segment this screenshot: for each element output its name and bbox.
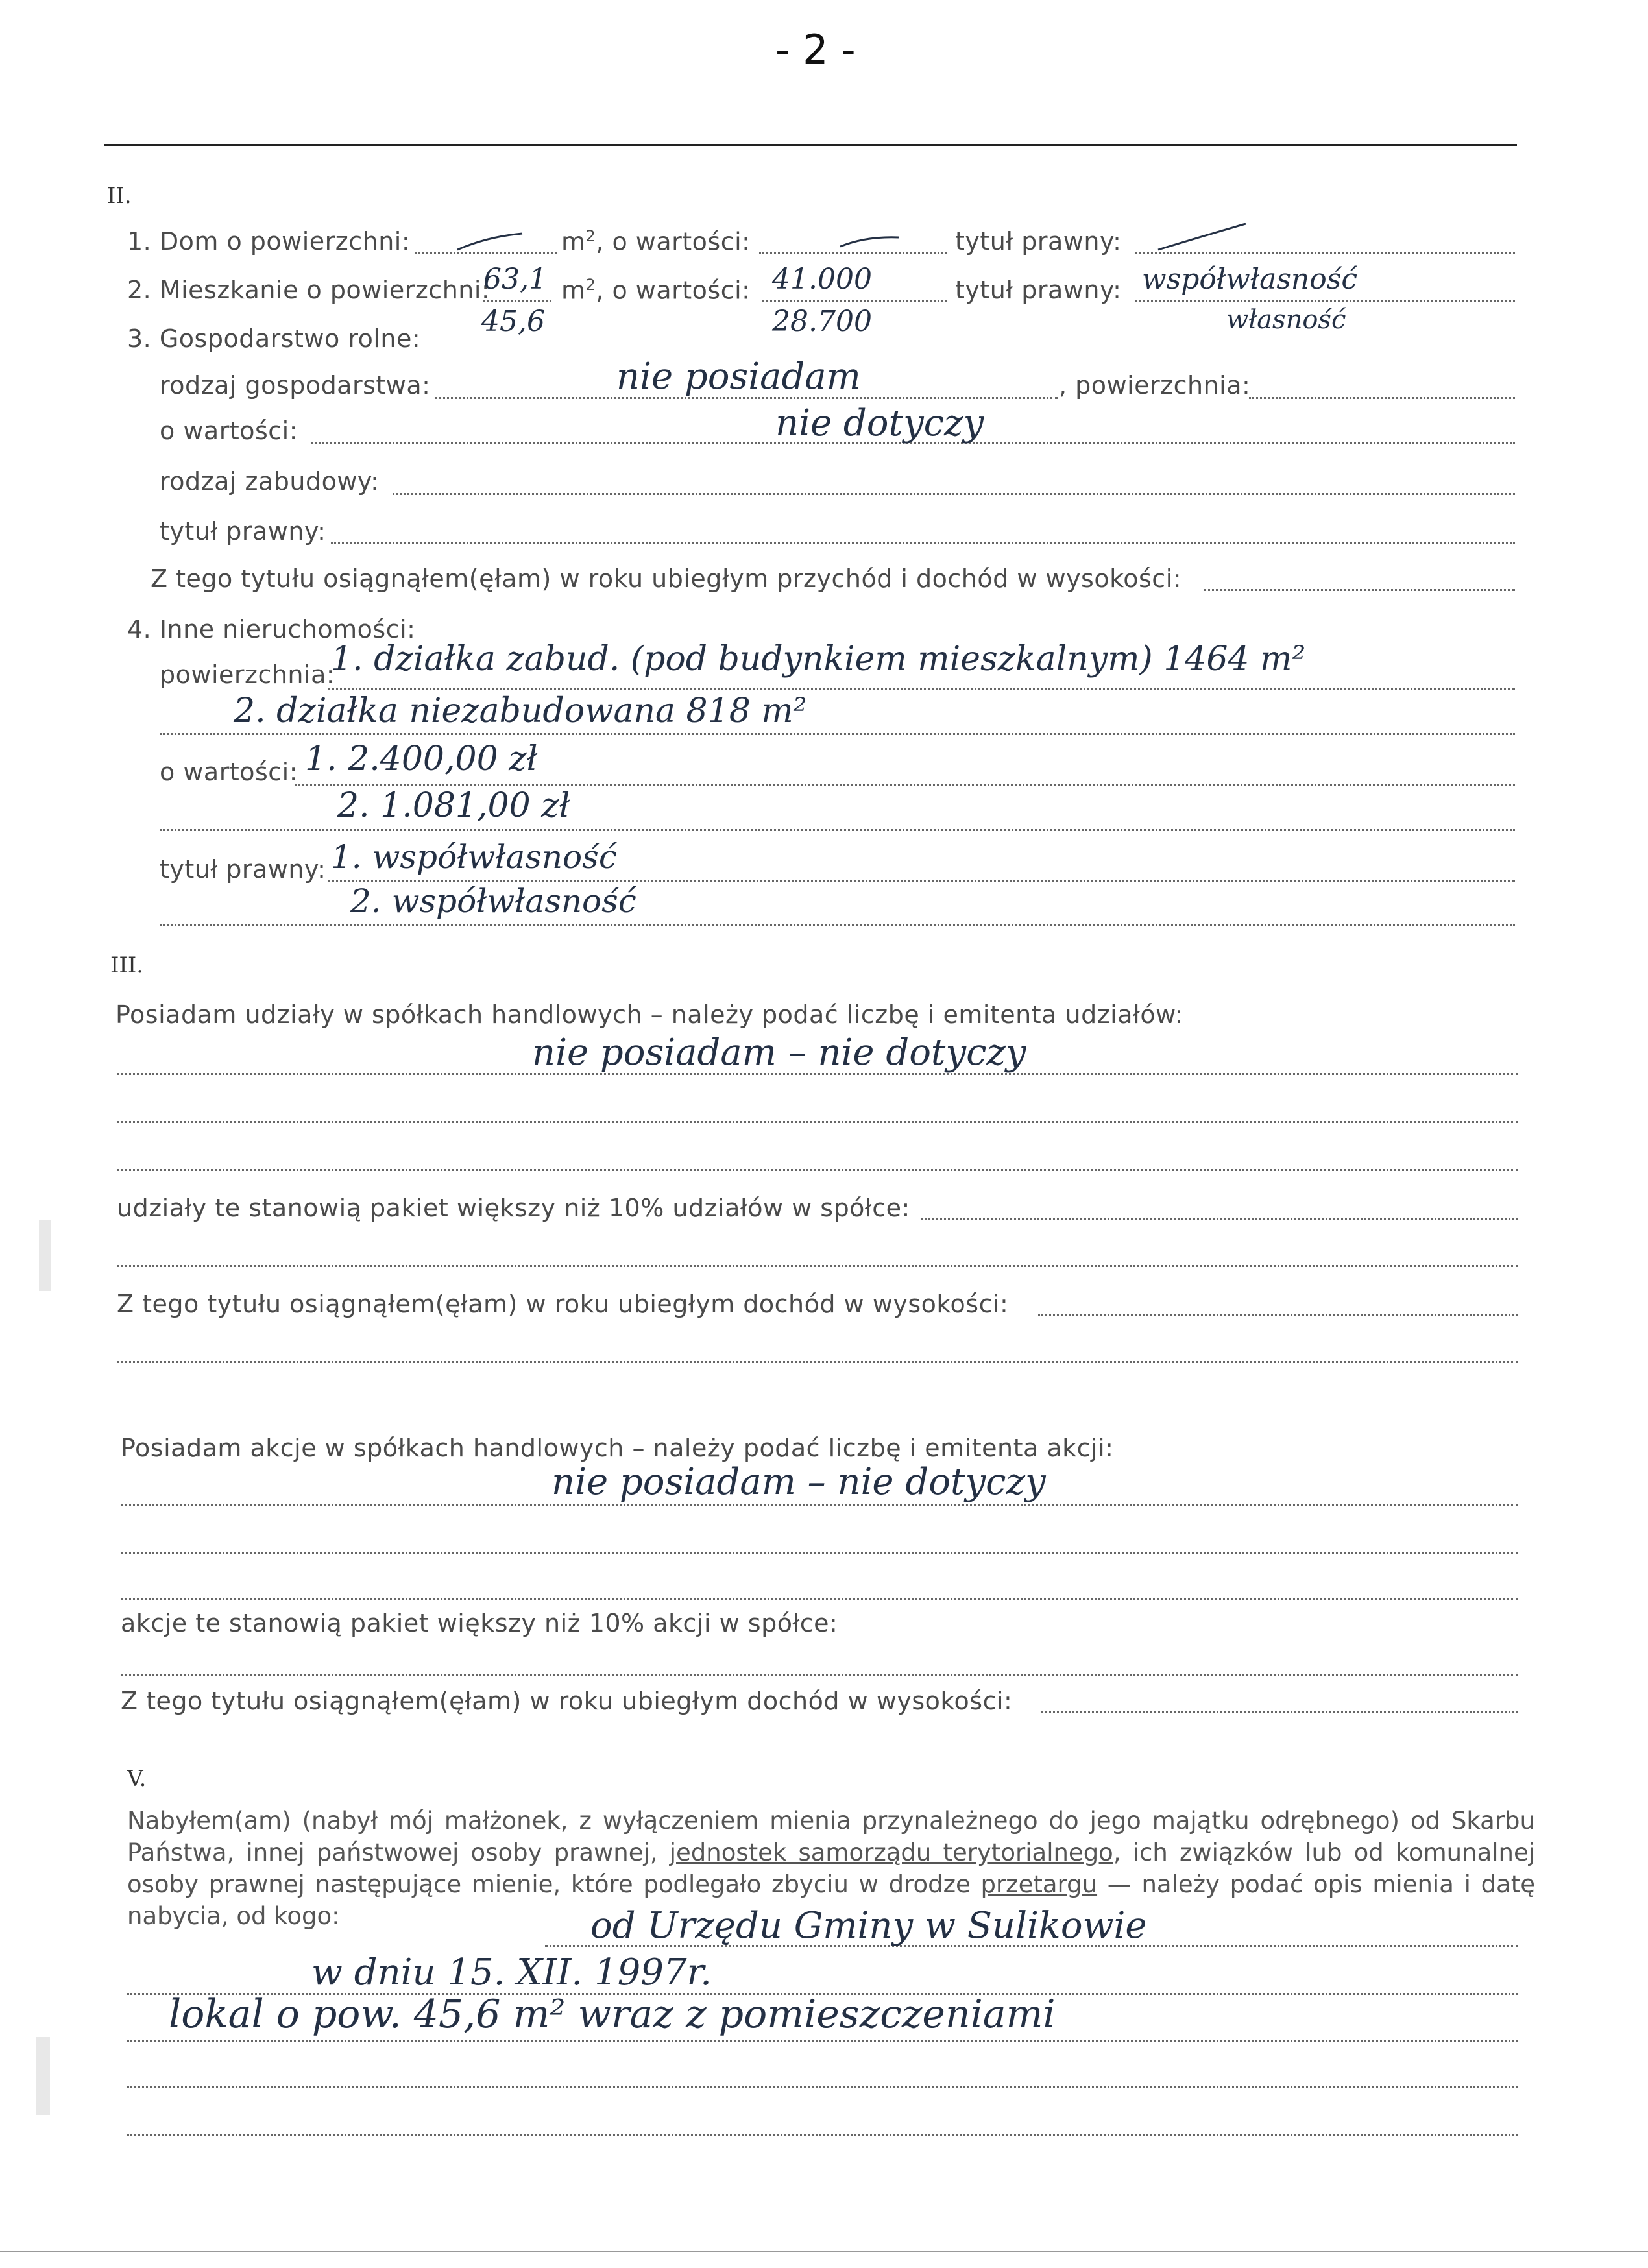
page-number: - 2 - [775, 26, 856, 73]
bottom-edge [0, 2251, 1648, 2252]
stocks-field-3[interactable] [121, 1598, 1518, 1600]
shares-label: Posiadam udziały w spółkach handlowych – należy podać liczbę i emitenta udziałów: [115, 1000, 1183, 1029]
acquisition-field-4[interactable] [127, 2086, 1518, 2088]
flat-area-label: 2. Mieszkanie o powierzchni: [127, 276, 491, 304]
farm-income-field[interactable] [1204, 589, 1515, 591]
farm-type-label: rodzaj gospodarstwa: [160, 371, 431, 400]
flat-title-field[interactable] [1135, 300, 1515, 302]
other-area-field-2[interactable] [160, 733, 1515, 735]
farm-income-label: Z tego tytułu osiągnąłem(ęłam) w roku ubiegłym przychód i dochód w wysokości: [151, 564, 1182, 593]
farm-title-label: tytuł prawny: [160, 517, 326, 546]
header-rule [104, 144, 1517, 146]
flat-area-value-2: 45,6 [481, 305, 545, 338]
house-area-label: 1. Dom o powierzchni: [127, 227, 411, 256]
house-value-field[interactable] [759, 252, 947, 254]
farm-building-label: rodzaj zabudowy: [160, 467, 380, 496]
stocks-value: nie posiadam – nie dotyczy [551, 1461, 1046, 1503]
house-title-label: tytuł prawny: [955, 227, 1122, 256]
dash-mark-icon [1155, 221, 1252, 253]
farm-type-value: nie posiadam [616, 356, 861, 398]
flat-value-label: , o wartości: [596, 276, 751, 305]
other-area-field[interactable] [328, 688, 1515, 690]
house-value-label: , o wartości: [596, 227, 751, 256]
farm-area-field[interactable] [1249, 397, 1515, 399]
flat-title: współwłasność [1142, 263, 1357, 296]
dash-mark-icon [837, 232, 902, 252]
acquisition-line1: od Urzędu Gminy w Sulikowie [590, 1905, 1147, 1947]
flat-m2-unit: m [561, 276, 586, 305]
section-v-text-1: Nabyłem(am) (nabył mój małżonek, z wyłączeniem mienia przynależnego do jego majątku odrębnego) od Skarbu Państwa, innej państwowej osoby prawnej, [127, 1807, 1535, 1866]
section-ii-heading: II. [107, 183, 132, 209]
other-title-line2: 2. współwłasność [350, 882, 636, 920]
shares-income-label: Z tego tytułu osiągnąłem(ęłam) w roku ubiegłym dochód w wysokości: [117, 1290, 1009, 1318]
stocks-packet-field[interactable] [121, 1674, 1518, 1676]
other-value-line2: 2. 1.081,00 zł [337, 786, 570, 825]
other-area-label: powierzchnia: [160, 660, 335, 689]
stocks-income-field[interactable] [1041, 1711, 1518, 1713]
flat-title-2: własność [1226, 305, 1346, 335]
other-title-field-2[interactable] [160, 924, 1515, 926]
shares-value: nie posiadam – nie dotyczy [532, 1031, 1026, 1074]
flat-m2-sup: 2 [585, 276, 596, 294]
stocks-packet-label: akcje te stanowią pakiet większy niż 10% akcji w spółce: [121, 1609, 838, 1637]
shares-income-field-2[interactable] [117, 1361, 1518, 1363]
shares-field-3[interactable] [117, 1169, 1518, 1171]
other-title-label: tytuł prawny: [160, 855, 326, 884]
acquisition-field-5[interactable] [127, 2134, 1518, 2136]
section-iii-heading: III. [110, 952, 144, 978]
section-v-text-2: , ich związków lub od komunalnej osoby prawnej następujące mienie, które podlegało zbyciu w drodze [127, 1839, 1536, 1898]
other-value-line1: 1. 2.400,00 zł [305, 740, 538, 778]
house-m2-sup: 2 [585, 227, 596, 245]
flat-area-field[interactable] [483, 300, 551, 302]
other-value-field-2[interactable] [160, 829, 1515, 831]
other-value-field[interactable] [295, 784, 1515, 786]
other-title-line1: 1. współwłasność [331, 838, 617, 876]
stocks-field-1[interactable] [121, 1504, 1518, 1506]
farm-area-label: , powierzchnia: [1059, 371, 1251, 400]
stocks-field-2[interactable] [121, 1552, 1518, 1554]
farm-title-field[interactable] [331, 542, 1515, 544]
shares-packet-label: udziały te stanowią pakiet większy niż 10% udziałów w spółce: [117, 1194, 910, 1222]
shares-field-2[interactable] [117, 1121, 1518, 1123]
flat-title-label: tytuł prawny: [955, 276, 1122, 304]
house-m2-unit: m [561, 227, 586, 256]
section-v-underlined-2: przetargu [980, 1870, 1098, 1898]
section-v-text-3: — należy podać opis mienia i datę nabycia, od kogo: [127, 1870, 1535, 1930]
farm-building-field[interactable] [393, 493, 1515, 495]
other-area-line2: 2. działka niezabudowana 818 m² [234, 692, 807, 730]
flat-value-2: 28.700 [772, 305, 872, 338]
flat-area-value: 63,1 [483, 263, 547, 296]
flat-value-field[interactable] [762, 300, 947, 302]
stocks-label: Posiadam akcje w spółkach handlowych – należy podać liczbę i emitenta akcji: [121, 1434, 1114, 1462]
flat-value: 41.000 [772, 263, 872, 296]
acquisition-line3: lokal o pow. 45,6 m² wraz z pomieszczeniami [169, 1992, 1056, 2037]
other-property-label: 4. Inne nieruchomości: [127, 615, 416, 644]
section-v-underlined-1: jednostek samorządu terytorialnego [669, 1839, 1113, 1866]
farm-value-label: o wartości: [160, 416, 298, 445]
farm-label: 3. Gospodarstwo rolne: [127, 324, 421, 353]
scan-mark [36, 2037, 50, 2115]
other-area-line1: 1. działka zabud. (pod budynkiem mieszkalnym) 1464 m² [331, 640, 1306, 679]
acquisition-line2: w dniu 15. XII. 1997r. [311, 1951, 712, 1994]
shares-packet-field[interactable] [921, 1218, 1518, 1220]
farm-value-value: nie dotyczy [775, 402, 984, 444]
shares-income-field[interactable] [1038, 1314, 1518, 1316]
stocks-income-label: Z tego tytułu osiągnąłem(ęłam) w roku ubiegłym dochód w wysokości: [121, 1687, 1013, 1715]
other-value-label: o wartości: [160, 758, 298, 786]
section-v-heading: V. [127, 1766, 147, 1792]
dash-mark-icon [454, 230, 526, 256]
other-title-field[interactable] [328, 880, 1515, 882]
shares-packet-field-2[interactable] [117, 1265, 1518, 1267]
scan-mark [39, 1220, 51, 1291]
acquisition-field-3[interactable] [127, 2040, 1518, 2042]
